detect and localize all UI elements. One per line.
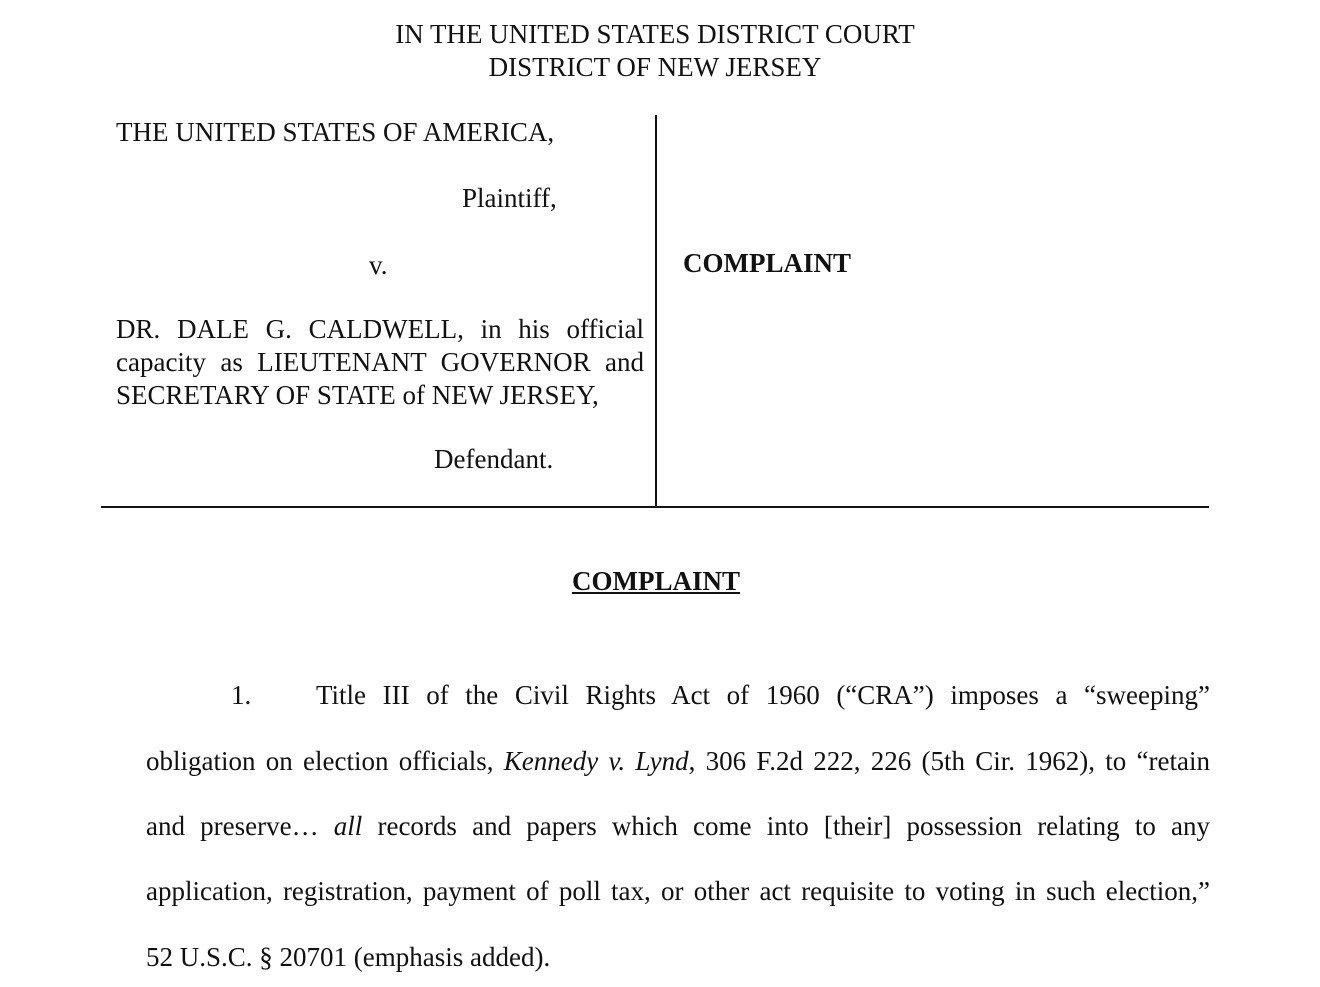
court-header [0,18,1310,84]
paragraph-line-4 [146,875,1210,908]
defendant-role: Defendant. [434,444,554,474]
line-2-post: , 306 F.2d 222, 226 (5th Cir. 1962), to “retain [688,746,1211,776]
defendant-line-3: SECRETARY OF STATE of NEW JERSEY, [116,380,599,410]
defendant-name-block [116,313,644,412]
emphasized-word: all [333,811,363,841]
line-3-pre: and preserve… [146,811,334,841]
paragraph-line-1-text: Title III of the Civil Rights Act of 1960 (“CRA”) imposes a “sweeping” [316,680,1210,710]
caption-vertical-divider [655,115,657,507]
section-title: COMPLAINT [572,566,740,596]
paragraph-line-4-text: application, registration, payment of poll tax, or other act requisite to voting in such election,” [146,876,1210,906]
plaintiff-name: THE UNITED STATES OF AMERICA, [116,117,555,147]
paragraph-line-3-text [146,810,1210,843]
paragraph-line-2 [146,745,1210,778]
case-citation: Kennedy v. Lynd [503,746,689,776]
paragraph-number: 1. [231,680,252,710]
plaintiff-role: Plaintiff, [462,183,557,213]
defendant-line-1: DR. DALE G. CALDWELL, in his official [116,314,644,344]
line-3-post: records and papers which come into [their] possession relating to any [362,811,1210,841]
caption-document-type: COMPLAINT [683,248,851,278]
paragraph-line-1 [316,679,1210,712]
defendant-line-2: capacity as LIEUTENANT GOVERNOR and [116,347,644,377]
paragraph-line-3 [146,810,1210,843]
paragraph-line-5: 52 U.S.C. § 20701 (emphasis added). [146,942,551,972]
line-2-pre: obligation on election officials, [146,746,504,776]
court-district: DISTRICT OF NEW JERSEY [488,52,822,82]
court-name: IN THE UNITED STATES DISTRICT COURT [395,19,915,49]
versus-label: v. [369,250,388,280]
caption-horizontal-divider [101,506,1209,508]
paragraph-line-2-text [146,745,1210,778]
